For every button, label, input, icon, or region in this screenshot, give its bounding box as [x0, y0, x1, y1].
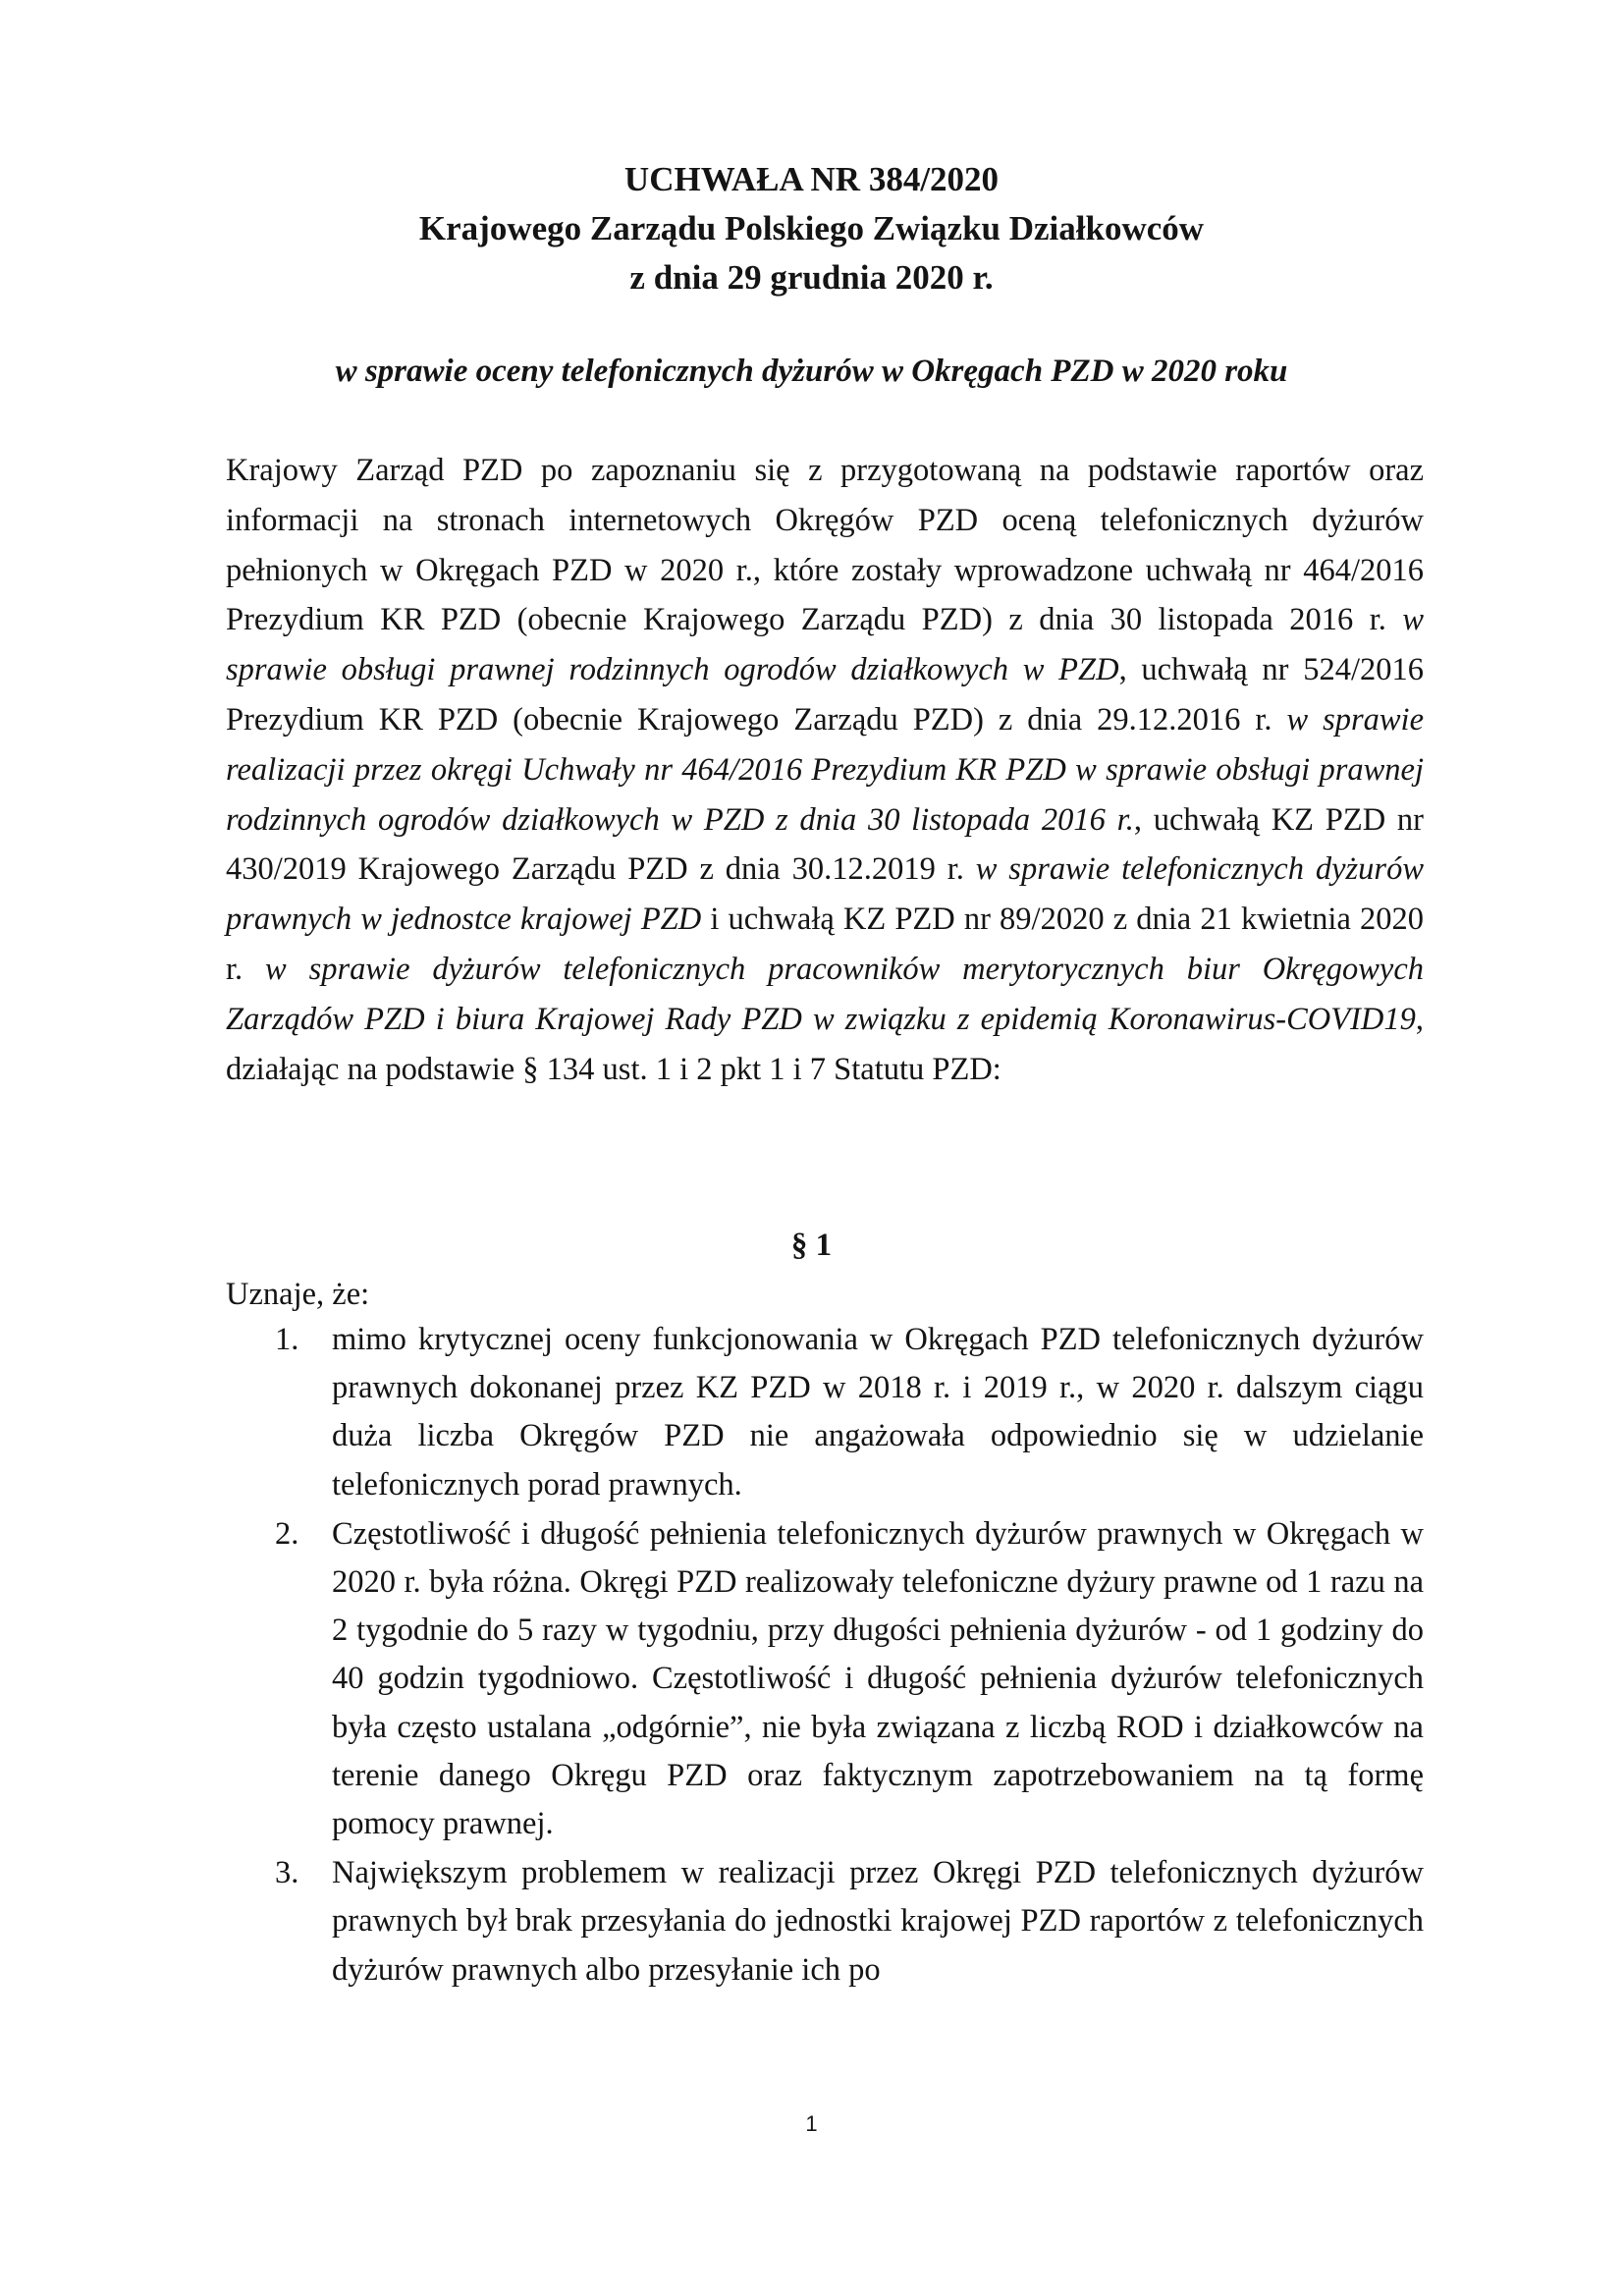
resolution-date: z dnia 29 grudnia 2020 r.	[629, 258, 994, 297]
list-item	[226, 1510, 1424, 1848]
preamble-text-5: , działając na podstawie § 134 ust. 1 i 2 pkt 1 i 7 Statutu PZD:	[226, 1001, 1424, 1087]
preamble-italic-1: w sprawie obsługi prawnej rodzinnych ogrodów działkowych w PZD	[226, 602, 1424, 688]
preamble-italic-2: w sprawie realizacji przez okręgi Uchwały nr 464/2016 Prezydium KR PZD w sprawie obsługi prawnej rodzinnych ogrodów działkowych w PZD z dnia 30 listopada 2016 r.	[226, 701, 1425, 838]
preamble-text-1: Krajowy Zarząd PZD po zapoznaniu się z przygotowaną na podstawie raportów oraz informacji na stronach internetowych Okręgów PZD oceną telefonicznych dyżurów pełnionych w Okręgach PZD w 2020 r., które zostały wprowadzone uchwałą nr 464/2016 Prezydium KR PZD (obecnie Krajowego Zarządu PZD) z dnia 30 listopada 2016 r.	[226, 453, 1424, 638]
page-number: 1	[805, 2111, 818, 2136]
list-item-text: Największym problemem w realizacji przez Okręgi PZD telefonicznych dyżurów prawnych był brak przesyłania do jednostki krajowej PZD raportów z telefonicznych dyżurów prawnych albo przesyłanie ich po	[332, 1855, 1424, 1988]
findings-list	[226, 1316, 1424, 1995]
list-item	[226, 1316, 1424, 1509]
list-item-number: 3.	[275, 1855, 299, 1891]
list-item-text: mimo krytycznej oceny funkcjonowania w Okręgach PZD telefonicznych dyżurów prawnych dokonanej przez KZ PZD w 2018 r. i 2019 r., w 2020 r. dalszym ciągu duża liczba Okręgów PZD nie angażowała odpowiednio się w udzielanie telefonicznych porad prawnych.	[332, 1322, 1424, 1503]
issuing-body: Krajowego Zarządu Polskiego Związku Działkowców	[418, 209, 1205, 247]
resolution-header	[0, 155, 1623, 302]
resolution-subject: w sprawie oceny telefonicznych dyżurów w Okręgach PZD w 2020 roku	[335, 354, 1288, 389]
list-item-number: 2.	[275, 1515, 299, 1552]
preamble-paragraph	[226, 446, 1424, 1094]
list-item-text: Częstotliwość i długość pełnienia telefonicznych dyżurów prawnych w Okręgach w 2020 r. była różna. Okręgi PZD realizowały telefoniczne dyżury prawne od 1 razu na 2 tygodnie do 5 razy w tygodniu, przy długości pełnienia dyżurów - od 1 godziny do 40 godzin tygodniowo. Częstotliwość i długość pełnienia dyżurów telefonicznych była często ustalana „odgórnie”, nie była związana z liczbą ROD i działkowców na terenie danego Okręgu PZD oraz faktycznym zapotrzebowaniem na tą formę pomocy prawnej.	[332, 1515, 1424, 1842]
preamble-text-3: , uchwałą KZ PZD nr 430/2019 Krajowego Zarządu PZD z dnia 30.12.2019 r.	[226, 801, 1424, 888]
preamble-italic-4: w sprawie dyżurów telefonicznych pracowników merytorycznych biur Okręgowych Zarządów PZD i biura Krajowej Rady PZD w związku z epidemią Koronawirus-COVID19	[226, 951, 1425, 1037]
uznaje-label: Uznaje, że:	[226, 1277, 370, 1312]
list-item	[226, 1849, 1424, 1995]
preamble-text-4: i uchwałą KZ PZD nr 89/2020 z dnia 21 kwietnia 2020 r.	[226, 902, 1424, 987]
list-item-number: 1.	[275, 1322, 299, 1357]
preamble-text-2: , uchwałą nr 524/2016 Prezydium KR PZD (obecnie Krajowego Zarządu PZD) z dnia 29.12.2016 r.	[226, 652, 1424, 738]
preamble-italic-3: w sprawie telefonicznych dyżurów prawnych w jednostce krajowej PZD	[226, 851, 1424, 938]
section-heading: § 1	[790, 1228, 833, 1263]
resolution-number: UCHWAŁA NR 384/2020	[623, 160, 1000, 198]
